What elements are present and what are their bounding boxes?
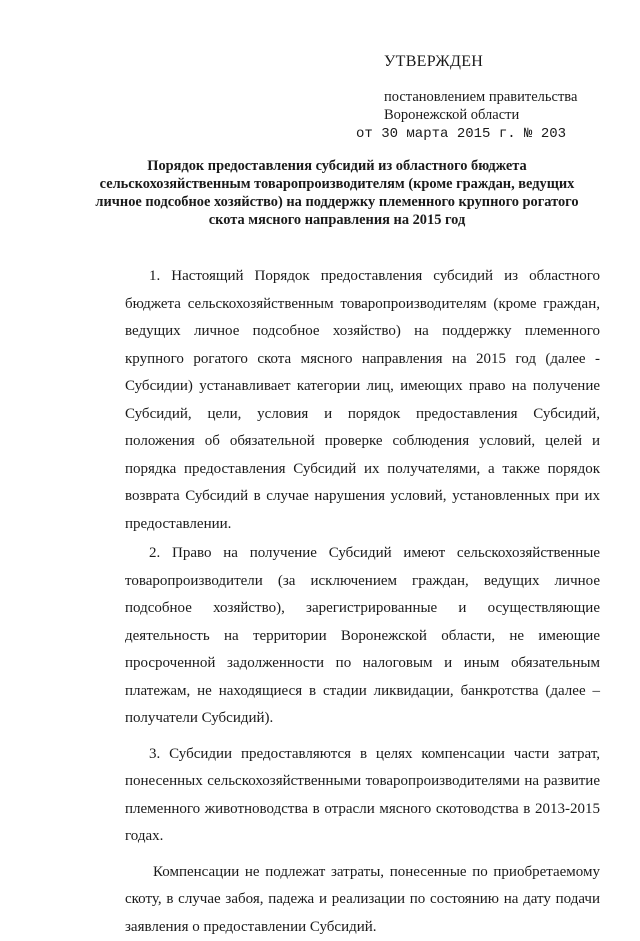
document-body bbox=[125, 263, 600, 941]
approval-line-2: Воронежской области bbox=[384, 106, 624, 124]
approval-line-1: постановлением правительства bbox=[384, 88, 624, 106]
approval-date: от 30 марта 2015 г. № 203 bbox=[356, 125, 566, 143]
paragraph-2: 2. Право на получение Субсидий имеют сельскохозяйственные товаропроизводители (за исключением граждан, ведущих личное подсобное хозяйство), зарегистрированные и осуществляющие деятельность на территории Воронежской области, не имеющие просроченной задолженности по налоговым и иным обязательным платежам, не находящиеся в стадии ликвидации, банкротства (далее – получатели Субсидий). bbox=[125, 540, 600, 733]
document-title: Порядок предоставления субсидий из областного бюджета сельскохозяйственным товаропроизводителям (кроме граждан, ведущих личное подсобное хозяйство) на поддержку племенного крупного рогатого скота мясного направления на 2015 год bbox=[90, 157, 584, 229]
paragraph-4: Компенсации не подлежат затраты, понесенные по приобретаемому скоту, в случае забоя, падежа и реализации по состоянию на дату подачи заявления о предоставлении Субсидий. bbox=[125, 859, 600, 941]
paragraph-1: 1. Настоящий Порядок предоставления субсидий из областного бюджета сельскохозяйственным товаропроизводителям (кроме граждан, ведущих личное подсобное хозяйство) на поддержку племенного крупного рогатого скота мясного направления на 2015 год (далее - Субсидии) устанавливает категории лиц, имеющих право на получение Субсидий, цели, условия и порядок предоставления Субсидий, положения об обязательной проверке соблюдения условий, целей и порядка предоставления Субсидий их получателями, а также порядок возврата Субсидий в случае нарушения условий, установленных при их предоставлении. bbox=[125, 263, 600, 538]
approval-title: УТВЕРЖДЕН bbox=[384, 52, 624, 72]
paragraph-3: 3. Субсидии предоставляются в целях компенсации части затрат, понесенных сельскохозяйственными товаропроизводителями на развитие племенного животноводства в отрасли мясного скотоводства в 2013-2015 годах. bbox=[125, 741, 600, 851]
approval-stamp bbox=[384, 52, 624, 124]
